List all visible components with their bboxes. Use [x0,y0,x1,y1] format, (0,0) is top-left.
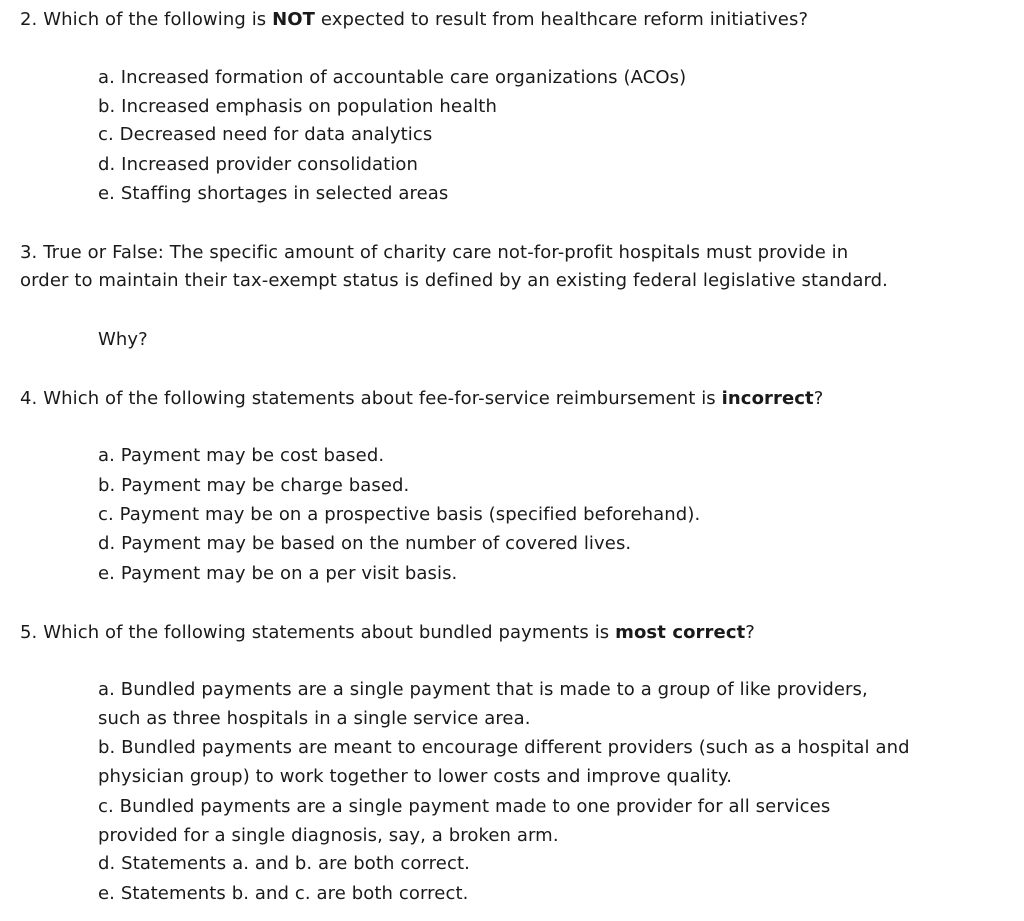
question-3-stem-line-2: order to maintain their tax-exempt status is defined by an existing federal legislative standard. [20,270,888,291]
question-2-stem-post: expected to result from healthcare reform initiatives? [315,9,809,30]
question-5-emphasis: most correct [615,622,746,643]
question-2-option-b: b. Increased emphasis on population health [98,96,497,117]
question-2-emphasis: NOT [272,9,316,30]
question-5-stem-post: ? [745,622,755,643]
question-5-option-b-line-1: b. Bundled payments are meant to encourage different providers (such as a hospital and [98,737,910,758]
question-5-option-a-line-2: such as three hospitals in a single service area. [98,708,531,729]
question-2-stem-pre: 2. Which of the following is [20,9,273,30]
question-5-stem-pre: 5. Which of the following statements about bundled payments is [20,622,616,643]
question-4-option-d: d. Payment may be based on the number of covered lives. [98,533,632,554]
question-4-stem-post: ? [813,388,824,409]
question-2-option-a: a. Increased formation of accountable care organizations (ACOs) [98,67,687,88]
question-5-option-a-line-1: a. Bundled payments are a single payment that is made to a group of like providers, [98,679,868,700]
question-5-option-d: d. Statements a. and b. are both correct. [98,853,470,874]
question-5-option-e: e. Statements b. and c. are both correct. [98,883,469,904]
question-4-emphasis: incorrect [721,388,814,409]
question-5-option-c-line-1: c. Bundled payments are a single payment made to one provider for all services [98,796,831,817]
question-3-stem-line-1: 3. True or False: The specific amount of charity care not-for-profit hospitals must provide in [20,242,849,263]
question-2-option-e: e. Staffing shortages in selected areas [98,183,449,204]
question-5-stem [20,620,755,646]
question-4-stem [20,386,823,412]
question-5-option-c-line-2: provided for a single diagnosis, say, a broken arm. [98,825,559,846]
question-4-stem-pre: 4. Which of the following statements about fee-for-service reimbursement is [20,388,722,409]
question-2-option-c: c. Decreased need for data analytics [98,124,433,145]
question-2-option-d: d. Increased provider consolidation [98,154,419,175]
question-4-option-e: e. Payment may be on a per visit basis. [98,563,458,584]
question-4-option-b: b. Payment may be charge based. [98,475,410,496]
question-4-option-c: c. Payment may be on a prospective basis (specified beforehand). [98,504,701,525]
question-5-option-b-line-2: physician group) to work together to lower costs and improve quality. [98,766,733,787]
question-3-why-prompt: Why? [98,329,148,350]
question-4-option-a: a. Payment may be cost based. [98,445,385,466]
question-2-stem [20,7,808,33]
